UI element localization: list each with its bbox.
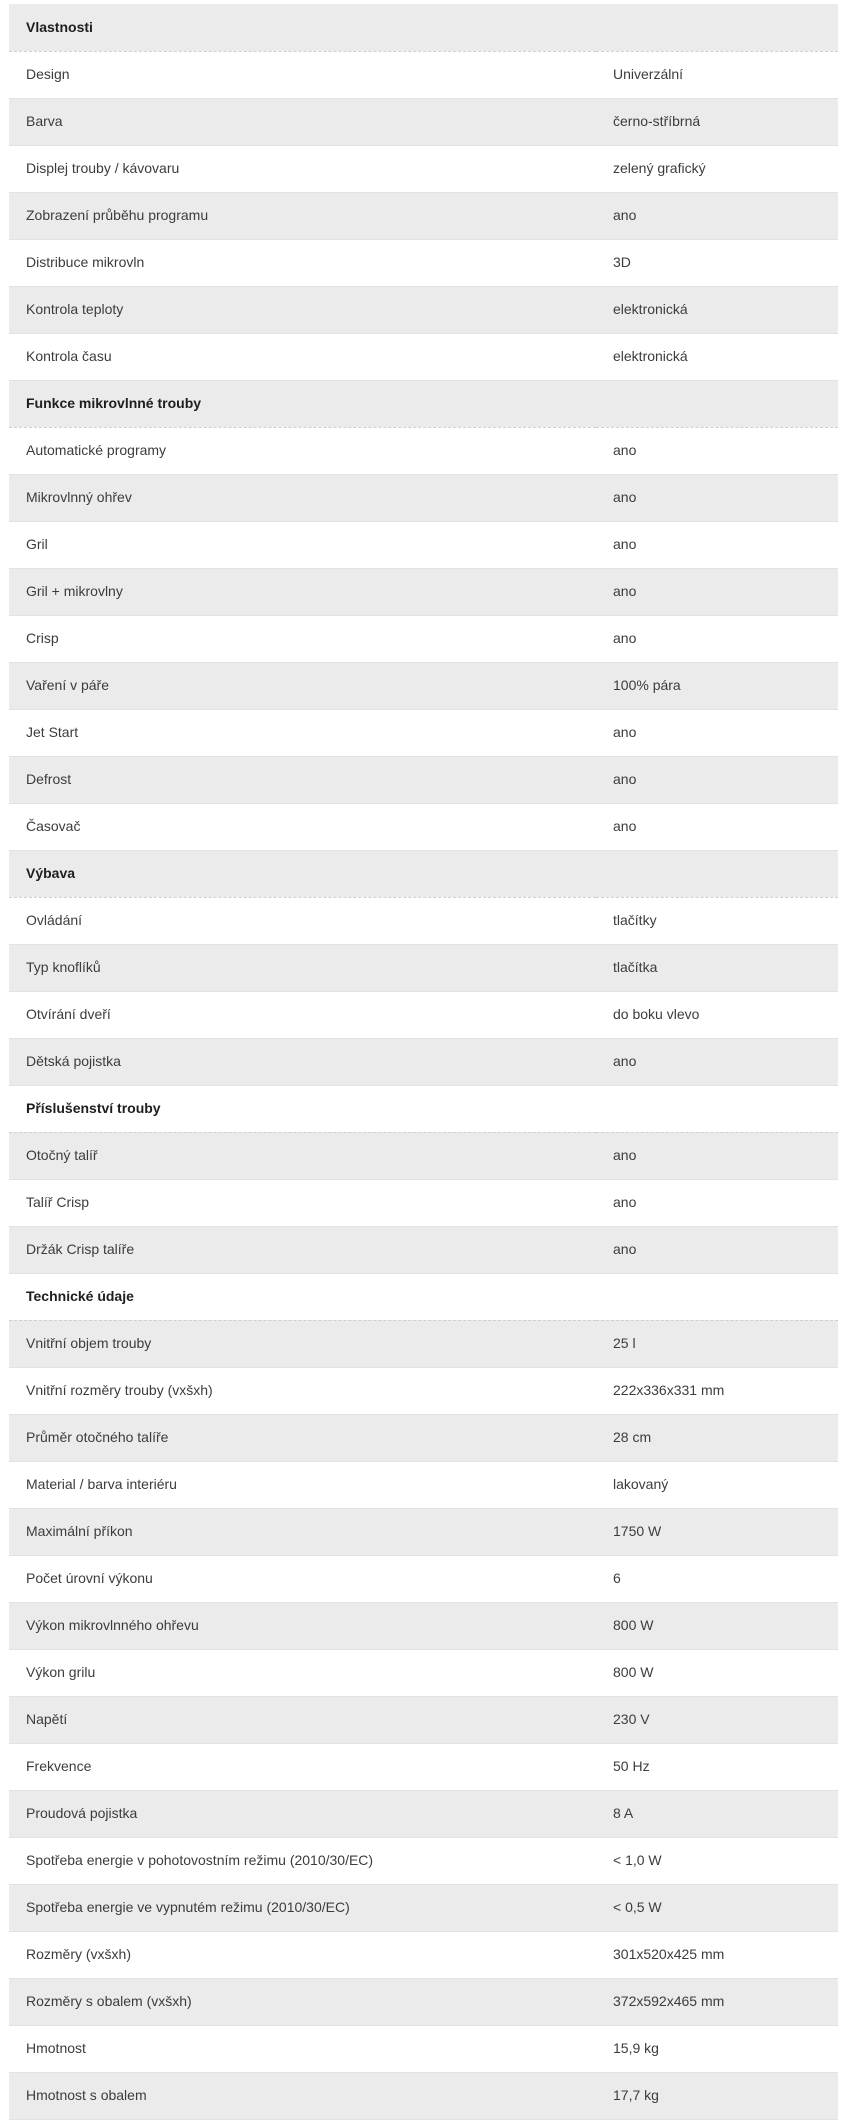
spec-value: ano bbox=[596, 568, 838, 615]
spec-label: Displej trouby / kávovaru bbox=[9, 145, 596, 192]
spec-value: ano bbox=[596, 1132, 838, 1179]
spec-label: Spotřeba energie v pohotovostním režimu (2010/30/EC) bbox=[9, 1837, 596, 1884]
spec-label: Počet úrovní výkonu bbox=[9, 1555, 596, 1602]
spec-value: 28 cm bbox=[596, 1414, 838, 1461]
spec-row bbox=[9, 474, 838, 521]
spec-row bbox=[9, 897, 838, 944]
spec-value: do boku vlevo bbox=[596, 991, 838, 1038]
spec-row bbox=[9, 286, 838, 333]
spec-label: Otvírání dveří bbox=[9, 991, 596, 1038]
section-title-spacer bbox=[596, 850, 838, 897]
spec-row bbox=[9, 1696, 838, 1743]
spec-label: Talíř Crisp bbox=[9, 1179, 596, 1226]
spec-label: Kontrola teploty bbox=[9, 286, 596, 333]
spec-row bbox=[9, 2072, 838, 2119]
spec-label: Jet Start bbox=[9, 709, 596, 756]
spec-row bbox=[9, 1132, 838, 1179]
spec-row bbox=[9, 662, 838, 709]
spec-row bbox=[9, 1555, 838, 1602]
spec-row bbox=[9, 1978, 838, 2025]
spec-value: ano bbox=[596, 709, 838, 756]
spec-value: ano bbox=[596, 756, 838, 803]
spec-row bbox=[9, 991, 838, 1038]
spec-label: Vaření v páře bbox=[9, 662, 596, 709]
spec-row bbox=[9, 1320, 838, 1367]
section-title: Technické údaje bbox=[9, 1273, 596, 1320]
spec-row bbox=[9, 1414, 838, 1461]
spec-value: 100% pára bbox=[596, 662, 838, 709]
spec-value: 222x336x331 mm bbox=[596, 1367, 838, 1414]
spec-row bbox=[9, 427, 838, 474]
spec-row bbox=[9, 756, 838, 803]
spec-row bbox=[9, 239, 838, 286]
section-header-row bbox=[9, 1273, 838, 1320]
spec-value: elektronická bbox=[596, 286, 838, 333]
section-header-row bbox=[9, 1085, 838, 1132]
spec-value: lakovaný bbox=[596, 1461, 838, 1508]
spec-row bbox=[9, 51, 838, 98]
section-title-spacer bbox=[596, 1085, 838, 1132]
spec-value: ano bbox=[596, 521, 838, 568]
spec-label: Rozměry (vxšxh) bbox=[9, 1931, 596, 1978]
spec-label: Automatické programy bbox=[9, 427, 596, 474]
spec-label: Výkon mikrovlnného ohřevu bbox=[9, 1602, 596, 1649]
spec-label: Barva bbox=[9, 98, 596, 145]
spec-value: < 1,0 W bbox=[596, 1837, 838, 1884]
spec-value: 17,7 kg bbox=[596, 2072, 838, 2119]
spec-label: Kontrola času bbox=[9, 333, 596, 380]
spec-value: ano bbox=[596, 1226, 838, 1273]
spec-row bbox=[9, 1226, 838, 1273]
spec-value: elektronická bbox=[596, 333, 838, 380]
spec-row bbox=[9, 709, 838, 756]
spec-value: 8 A bbox=[596, 1790, 838, 1837]
spec-label: Ovládání bbox=[9, 897, 596, 944]
spec-value: ano bbox=[596, 1038, 838, 1085]
spec-row bbox=[9, 145, 838, 192]
spec-label: Frekvence bbox=[9, 1743, 596, 1790]
section-title-spacer bbox=[596, 1273, 838, 1320]
spec-value: ano bbox=[596, 803, 838, 850]
spec-label: Hmotnost s obalem bbox=[9, 2072, 596, 2119]
spec-value: ano bbox=[596, 192, 838, 239]
spec-row bbox=[9, 1931, 838, 1978]
spec-label: Distribuce mikrovln bbox=[9, 239, 596, 286]
spec-row bbox=[9, 1790, 838, 1837]
spec-value: ano bbox=[596, 1179, 838, 1226]
spec-row bbox=[9, 521, 838, 568]
spec-value: 3D bbox=[596, 239, 838, 286]
spec-row bbox=[9, 944, 838, 991]
section-header-row bbox=[9, 380, 838, 427]
spec-label: Material / barva interiéru bbox=[9, 1461, 596, 1508]
spec-label: Defrost bbox=[9, 756, 596, 803]
spec-label: Typ knoflíků bbox=[9, 944, 596, 991]
spec-value: 1750 W bbox=[596, 1508, 838, 1555]
spec-label: Časovač bbox=[9, 803, 596, 850]
section-title: Vlastnosti bbox=[9, 4, 596, 51]
spec-row bbox=[9, 1038, 838, 1085]
spec-value: 800 W bbox=[596, 1649, 838, 1696]
spec-row bbox=[9, 333, 838, 380]
spec-label: Výkon grilu bbox=[9, 1649, 596, 1696]
spec-label: Průměr otočného talíře bbox=[9, 1414, 596, 1461]
spec-row bbox=[9, 98, 838, 145]
spec-row bbox=[9, 1649, 838, 1696]
spec-value: 372x592x465 mm bbox=[596, 1978, 838, 2025]
spec-label: Spotřeba energie ve vypnutém režimu (2010/30/EC) bbox=[9, 1884, 596, 1931]
spec-table-body bbox=[9, 4, 838, 2119]
spec-value: 230 V bbox=[596, 1696, 838, 1743]
spec-row bbox=[9, 1367, 838, 1414]
spec-row bbox=[9, 615, 838, 662]
spec-row bbox=[9, 1602, 838, 1649]
spec-label: Držák Crisp talíře bbox=[9, 1226, 596, 1273]
section-header-row bbox=[9, 850, 838, 897]
spec-row bbox=[9, 1461, 838, 1508]
spec-label: Otočný talíř bbox=[9, 1132, 596, 1179]
spec-label: Maximální příkon bbox=[9, 1508, 596, 1555]
spec-row bbox=[9, 2025, 838, 2072]
spec-row bbox=[9, 803, 838, 850]
spec-label: Vnitřní objem trouby bbox=[9, 1320, 596, 1367]
spec-label: Napětí bbox=[9, 1696, 596, 1743]
spec-label: Zobrazení průběhu programu bbox=[9, 192, 596, 239]
spec-row bbox=[9, 192, 838, 239]
spec-label: Dětská pojistka bbox=[9, 1038, 596, 1085]
spec-value: tlačítky bbox=[596, 897, 838, 944]
spec-row bbox=[9, 1508, 838, 1555]
spec-row bbox=[9, 1743, 838, 1790]
spec-label: Rozměry s obalem (vxšxh) bbox=[9, 1978, 596, 2025]
spec-value: 6 bbox=[596, 1555, 838, 1602]
spec-value: ano bbox=[596, 474, 838, 521]
spec-value: 301x520x425 mm bbox=[596, 1931, 838, 1978]
section-title-spacer bbox=[596, 380, 838, 427]
spec-row bbox=[9, 568, 838, 615]
spec-label: Mikrovlnný ohřev bbox=[9, 474, 596, 521]
spec-value: 15,9 kg bbox=[596, 2025, 838, 2072]
spec-value: černo-stříbrná bbox=[596, 98, 838, 145]
spec-label: Vnitřní rozměry trouby (vxšxh) bbox=[9, 1367, 596, 1414]
spec-value: 25 l bbox=[596, 1320, 838, 1367]
section-header-row bbox=[9, 4, 838, 51]
spec-value: 50 Hz bbox=[596, 1743, 838, 1790]
section-title: Výbava bbox=[9, 850, 596, 897]
spec-label: Gril + mikrovlny bbox=[9, 568, 596, 615]
spec-value: ano bbox=[596, 427, 838, 474]
spec-label: Design bbox=[9, 51, 596, 98]
spec-value: ano bbox=[596, 615, 838, 662]
spec-table bbox=[9, 4, 838, 2120]
section-title-spacer bbox=[596, 4, 838, 51]
spec-value: tlačítka bbox=[596, 944, 838, 991]
spec-value: zelený grafický bbox=[596, 145, 838, 192]
spec-label: Hmotnost bbox=[9, 2025, 596, 2072]
spec-row bbox=[9, 1837, 838, 1884]
spec-row bbox=[9, 1179, 838, 1226]
spec-label: Crisp bbox=[9, 615, 596, 662]
spec-value: 800 W bbox=[596, 1602, 838, 1649]
spec-value: < 0,5 W bbox=[596, 1884, 838, 1931]
section-title: Funkce mikrovlnné trouby bbox=[9, 380, 596, 427]
spec-label: Gril bbox=[9, 521, 596, 568]
spec-label: Proudová pojistka bbox=[9, 1790, 596, 1837]
spec-row bbox=[9, 1884, 838, 1931]
section-title: Příslušenství trouby bbox=[9, 1085, 596, 1132]
spec-value: Univerzální bbox=[596, 51, 838, 98]
